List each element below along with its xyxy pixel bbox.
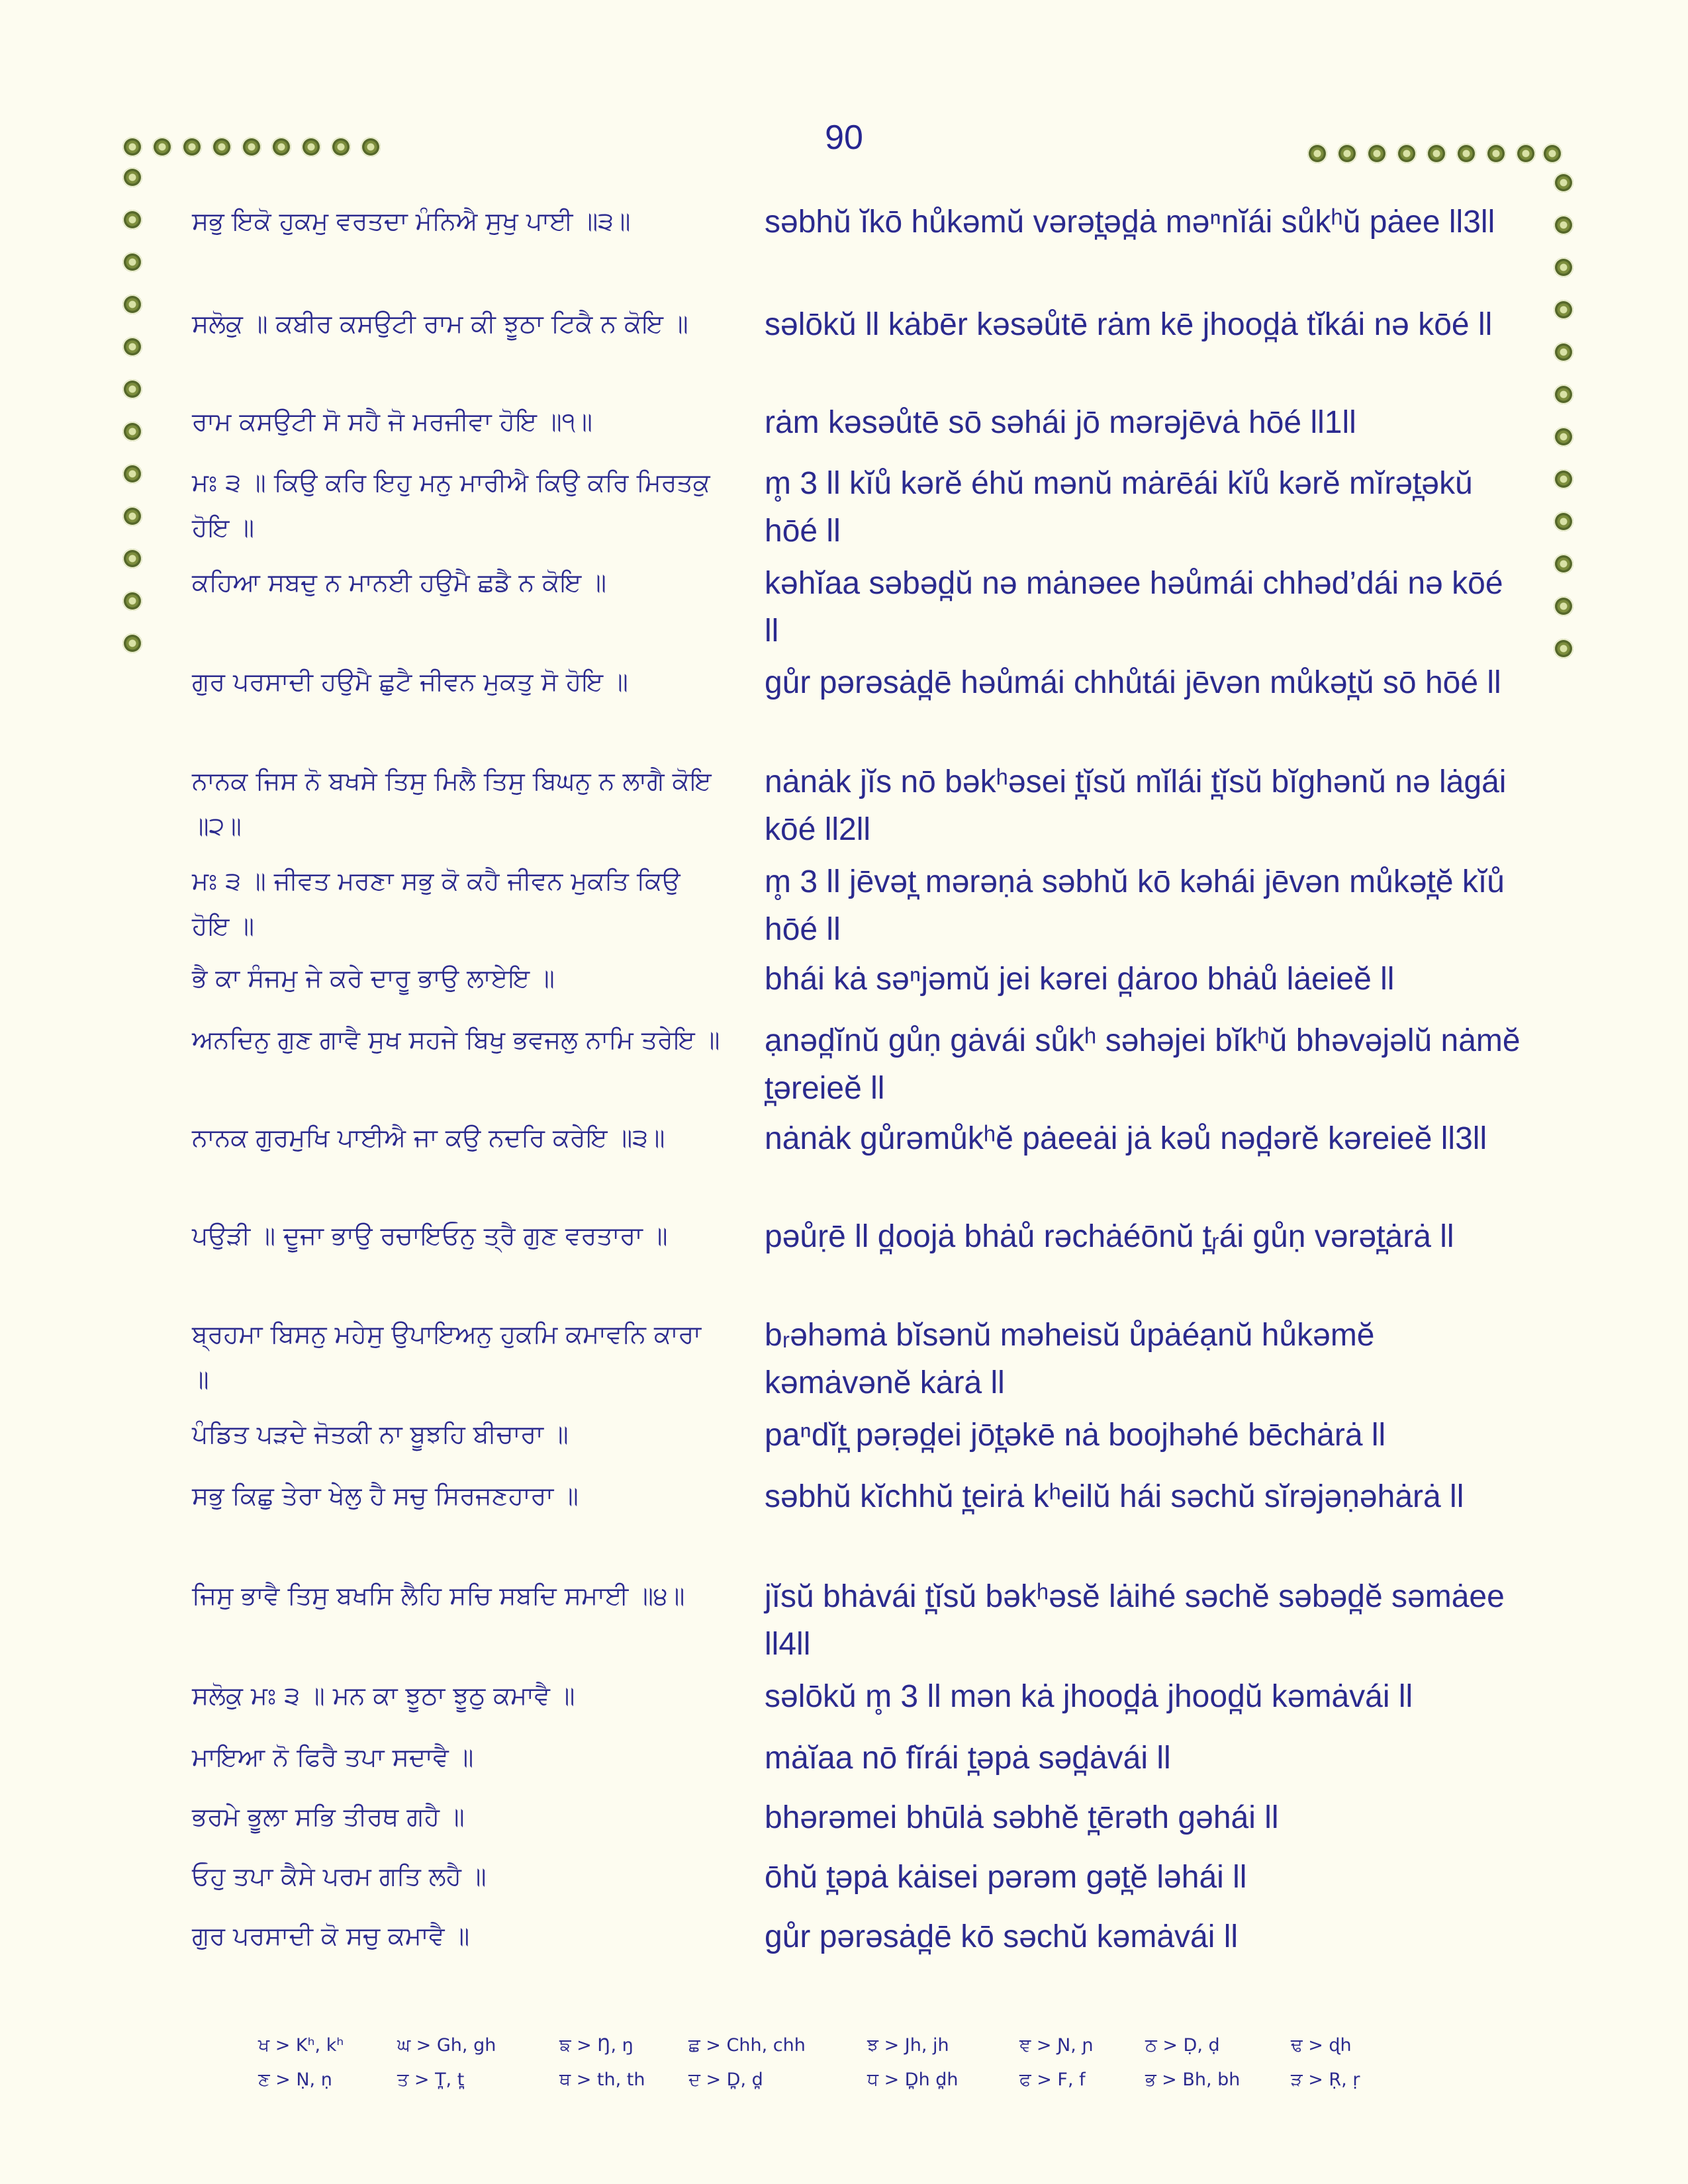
verse-row <box>0 460 1688 549</box>
flower-ornament-icon <box>122 379 142 399</box>
gurmukhi-text: ਸਲੋਕੁ ॥ ਕਬੀਰ ਕਸਉਟੀ ਰਾਮ ਕੀ ਝੂਠਾ ਟਿਕੈ ਨ ਕੋਇ ॥ <box>192 309 688 338</box>
gurmukhi-text: ਅਨਦਿਨੁ ਗੁਣ ਗਾਵੈ ਸੁਖ ਸਹਜੇ ਬਿਖੁ ਭਵਜਲੁ ਨਾਮਿ ਤਰੇਇ ॥ <box>192 1025 720 1054</box>
flower-ornament-icon <box>1554 173 1573 193</box>
gurmukhi-text: ਭਰਮੇ ਭੂਲਾ ਸਭਿ ਤੀਰਥ ਗਹੈ ॥ <box>192 1802 465 1831</box>
legend-entry: ਘ > Gh, gh <box>397 2035 496 2056</box>
legend-entry: ਖ > Kʰ, kʰ <box>258 2035 344 2056</box>
gurmukhi-text: ਰਾਮ ਕਸਉਟੀ ਸੋ ਸਹੈ ਜੋ ਮਰਜੀਵਾ ਹੋਇ ॥੧॥ <box>192 407 592 436</box>
flower-ornament-icon <box>1554 639 1573 659</box>
verse-row <box>0 1017 1688 1106</box>
flower-ornament-icon <box>212 137 232 157</box>
gurmukhi-text: ਮਃ ੩ ॥ ਕਿਉ ਕਰਿ ਇਹੁ ਮਨੁ ਮਾਰੀਐ ਕਿਉ ਕਰਿ ਮਿਰਤਕੁ ਹੋਇ ॥ <box>192 468 710 542</box>
verse-row <box>0 956 1688 1022</box>
gurmukhi-text: ਪਉੜੀ ॥ ਦੂਜਾ ਭਾਉ ਰਚਾਇਓਨੁ ਤ੍ਰੈ ਗੁਣ ਵਰਤਾਰਾ ॥ <box>192 1221 668 1250</box>
verse-row <box>0 758 1688 847</box>
verse-row <box>0 858 1688 947</box>
transliteration-text: səlōkŭ m̥ 3 ll mən kȧ jhood̪ȧ jhood̪ŭ kəmȧvái ll <box>765 1679 1413 1714</box>
verse-row <box>0 1735 1688 1801</box>
verse-row <box>0 1213 1688 1279</box>
gurmukhi-text: ਨਾਨਕ ਗੁਰਮੁਖਿ ਪਾਈਐ ਜਾ ਕਉ ਨਦਰਿ ਕਰੇਇ ॥੩॥ <box>192 1123 665 1152</box>
transliteration-text: ōhŭ t̪əpȧ kȧisei pərəm gət̪ĕ ləhái ll <box>765 1860 1247 1895</box>
legend-entry: ਭ > Bh, bh <box>1145 2070 1241 2090</box>
verse-row <box>0 1794 1688 1860</box>
gurmukhi-text: ਗੁਰ ਪਰਸਾਦੀ ਕੋ ਸਚੁ ਕਮਾਵੈ ॥ <box>192 1921 470 1950</box>
verse-row <box>0 1854 1688 1920</box>
transliteration-text: rȧm kəsəůtē sō səhái jō mərəjēvȧ hōé ll1ll <box>765 405 1356 440</box>
legend-entry: ਞ > Ɲ, ɲ <box>1019 2035 1094 2056</box>
transliteration-legend <box>258 2035 1450 2104</box>
legend-row <box>258 2035 1450 2070</box>
transliteration-text: səlōkŭ ll kȧbēr kəsəůtē rȧm kē jhood̪ȧ tĭkái nə kōé ll <box>765 307 1493 342</box>
gurmukhi-text: ਬ੍ਰਹਮਾ ਬਿਸਨੁ ਮਹੇਸੁ ਉਪਾਇਅਨੁ ਹੁਕਮਿ ਕਮਾਵਨਿ ਕਾਰਾ ॥ <box>192 1320 702 1394</box>
flower-ornament-icon <box>122 167 142 187</box>
flower-ornament-icon <box>331 137 351 157</box>
transliteration-text: bhərəmei bhūlȧ səbhĕ t̪ērəth gəhái ll <box>765 1800 1279 1835</box>
flower-ornament-icon <box>271 137 291 157</box>
flower-ornament-icon <box>1486 144 1506 163</box>
transliteration-text: m̥ 3 ll jēvət̪ mərəṇȧ səbhŭ kō kəhái jēvən můkət̪ĕ kĭů hōé ll <box>765 864 1505 947</box>
flower-ornament-icon <box>1337 144 1357 163</box>
flower-ornament-icon <box>152 137 172 157</box>
legend-entry: ਦ > D̪, d̪ <box>688 2070 763 2090</box>
legend-row <box>258 2070 1450 2104</box>
flower-ornament-icon <box>182 137 202 157</box>
transliteration-text: bhái kȧ səⁿjəmŭ jei kərei d̪ȧroo bhȧů lȧeieĕ ll <box>765 962 1395 997</box>
transliteration-text: gůr pərəsȧd̪ē kō səchŭ kəmȧvái ll <box>765 1919 1239 1954</box>
flower-ornament-icon <box>1456 144 1476 163</box>
gurmukhi-text: ਜਿਸੁ ਭਾਵੈ ਤਿਸੁ ਬਖਸਿ ਲੈਹਿ ਸਚਿ ਸਬਦਿ ਸਮਾਈ ॥੪॥ <box>192 1581 685 1610</box>
transliteration-text: nȧnȧk gůrəmůkʰĕ pȧeeȧi jȧ kəů nəd̪ərĕ kəreieĕ ll3ll <box>765 1121 1487 1156</box>
gurmukhi-text: ਭੈ ਕਾ ਸੰਜਮੁ ਜੇ ਕਰੇ ਦਾਰੂ ਭਾਉ ਲਾਏਇ ॥ <box>192 964 555 993</box>
verse-row <box>0 1573 1688 1662</box>
flower-ornament-icon <box>1307 144 1327 163</box>
transliteration-text: jĭsŭ bhȧvái t̪ĭsŭ bəkʰəsĕ lȧihé səchĕ səbəd̪ĕ səmȧee ll4ll <box>765 1579 1505 1662</box>
gurmukhi-text: ਕਹਿਆ ਸਬਦੁ ਨ ਮਾਨਈ ਹਉਮੈ ਛਡੈ ਨ ਕੋਇ ॥ <box>192 568 607 597</box>
gurmukhi-text: ਓਹੁ ਤਪਾ ਕੈਸੇ ਪਰਮ ਗਤਿ ਲਹੈ ॥ <box>192 1862 487 1891</box>
legend-entry: ਫ > F, f <box>1019 2070 1086 2090</box>
gurmukhi-text: ਮਾਇਆ ਨੋ ਫਿਰੈ ਤਪਾ ਸਦਾਵੈ ॥ <box>192 1743 474 1772</box>
legend-entry: ਤ > T̪, t̪ <box>397 2070 465 2090</box>
legend-entry: ਥ > th, th <box>559 2070 645 2090</box>
transliteration-text: m̥ 3 ll kĭů kərĕ éhŭ mənŭ mȧrēái kĭů kərĕ mĭrət̪əkŭ hōé ll <box>765 466 1473 549</box>
transliteration-text: gůr pərəsȧd̪ē həůmái chhůtái jēvən můkət̪ŭ sō hōé ll <box>765 665 1501 700</box>
verse-row <box>0 560 1688 649</box>
gurmukhi-text: ਮਃ ੩ ॥ ਜੀਵਤ ਮਰਣਾ ਸਭੁ ਕੋ ਕਹੈ ਜੀਵਨ ਮੁਕਤਿ ਕਿਉ ਹੋਇ ॥ <box>192 866 680 940</box>
legend-entry: ਝ > Jh, jh <box>867 2035 949 2056</box>
flower-ornament-icon <box>122 633 142 653</box>
flower-ornament-icon <box>301 137 321 157</box>
flower-ornament-icon <box>122 137 142 157</box>
flower-ornament-icon <box>1542 144 1562 163</box>
verse-row <box>0 1412 1688 1478</box>
verse-row <box>0 1913 1688 1979</box>
gurmukhi-text: ਸਭੁ ਇਕੋ ਹੁਕਮੁ ਵਰਤਦਾ ਮੰਨਿਐ ਸੁਖੁ ਪਾਈ ॥੩॥ <box>192 206 631 236</box>
legend-entry: ਛ > Chh, chh <box>688 2035 806 2056</box>
transliteration-text: pəůṛē ll d̪oojȧ bhȧů rəchȧéōnŭ t̪ᵣái gůṇ vərət̪ȧrȧ ll <box>765 1219 1454 1254</box>
legend-entry: ਢ > ɖh <box>1291 2035 1352 2056</box>
gurmukhi-text: ਨਾਨਕ ਜਿਸ ਨੋ ਬਖਸੇ ਤਿਸੁ ਮਿਲੈ ਤਿਸੁ ਬਿਘਨੁ ਨ ਲਾਗੈ ਕੋਇ ॥੨॥ <box>192 766 712 841</box>
legend-entry: ਠ > Ḍ, ḍ <box>1145 2035 1220 2056</box>
transliteration-text: kəhĭaa səbəd̪ŭ nə mȧnəee həůmái chhəd’dái nə kōé ll <box>765 566 1503 649</box>
verse-row <box>0 1115 1688 1181</box>
verse-row <box>0 399 1688 465</box>
legend-entry: ਣ > Ṇ, ṇ <box>258 2070 332 2090</box>
verse-row <box>0 659 1688 725</box>
gurmukhi-text: ਗੁਰ ਪਰਸਾਦੀ ਹਉਮੈ ਛੁਟੈ ਜੀਵਨ ਮੁਕਤੁ ਸੋ ਹੋਇ ॥ <box>192 667 628 696</box>
gurmukhi-text: ਸਲੋਕੁ ਮਃ ੩ ॥ ਮਨ ਕਾ ਝੂਠਾ ਝੂਠੁ ਕਮਾਵੈ ॥ <box>192 1681 575 1710</box>
flower-ornament-icon <box>1427 144 1446 163</box>
legend-entry: ਙ > Ŋ, ŋ <box>559 2035 633 2056</box>
flower-ornament-icon <box>1397 144 1417 163</box>
gurmukhi-text: ਸਭੁ ਕਿਛੁ ਤੇਰਾ ਖੇਲੁ ਹੈ ਸਚੁ ਸਿਰਜਣਹਾਰਾ ॥ <box>192 1481 579 1510</box>
transliteration-text: səbhŭ kĭchhŭ t̪eirȧ kʰeilŭ hái səchŭ sĭrəjəṇəhȧrȧ ll <box>765 1479 1464 1514</box>
verse-row <box>0 301 1688 367</box>
flower-ornament-icon <box>361 137 381 157</box>
verse-row <box>0 199 1688 265</box>
legend-entry: ੜ > Ṛ, ṛ <box>1291 2070 1360 2090</box>
transliteration-text: səbhŭ ĭkō hůkəmŭ vərət̪əd̪ȧ məⁿnĭái sůkʰŭ pȧee ll3ll <box>765 205 1495 240</box>
transliteration-text: mȧĭaa nō fĭrái t̪əpȧ səd̪ȧvái ll <box>765 1741 1171 1776</box>
flower-ornament-icon <box>242 137 261 157</box>
legend-entry: ਧ > D̪h d̪h <box>867 2070 959 2090</box>
verse-row <box>0 1673 1688 1739</box>
transliteration-text: ạnəd̪ĭnŭ gůṇ gȧvái sůkʰ səhəjei bĭkʰŭ bhəvəjəlŭ nȧmĕ t̪əreieĕ ll <box>765 1023 1521 1106</box>
flower-ornament-icon <box>1367 144 1387 163</box>
gurmukhi-text: ਪੰਡਿਤ ਪੜਦੇ ਜੋਤਕੀ ਨਾ ਬੂਝਹਿ ਬੀਚਾਰਾ ॥ <box>192 1420 569 1449</box>
verse-row <box>0 1312 1688 1400</box>
page-number: 90 <box>825 118 863 157</box>
transliteration-text: bᵣəhəmȧ bĭsənŭ məheisŭ ůpȧéạnŭ hůkəmĕ kəmȧvənĕ kȧrȧ ll <box>765 1318 1375 1400</box>
transliteration-text: paⁿdĭt̪ pəṛəd̪ei jōt̪əkē nȧ boojhəhé bēchȧrȧ ll <box>765 1418 1386 1453</box>
transliteration-text: nȧnȧk jĭs nō bəkʰəsei t̪ĭsŭ mĭlái t̪ĭsŭ bĭghənŭ nə lȧgái kōé ll2ll <box>765 764 1507 847</box>
verse-row <box>0 1473 1688 1539</box>
flower-ornament-icon <box>1516 144 1536 163</box>
